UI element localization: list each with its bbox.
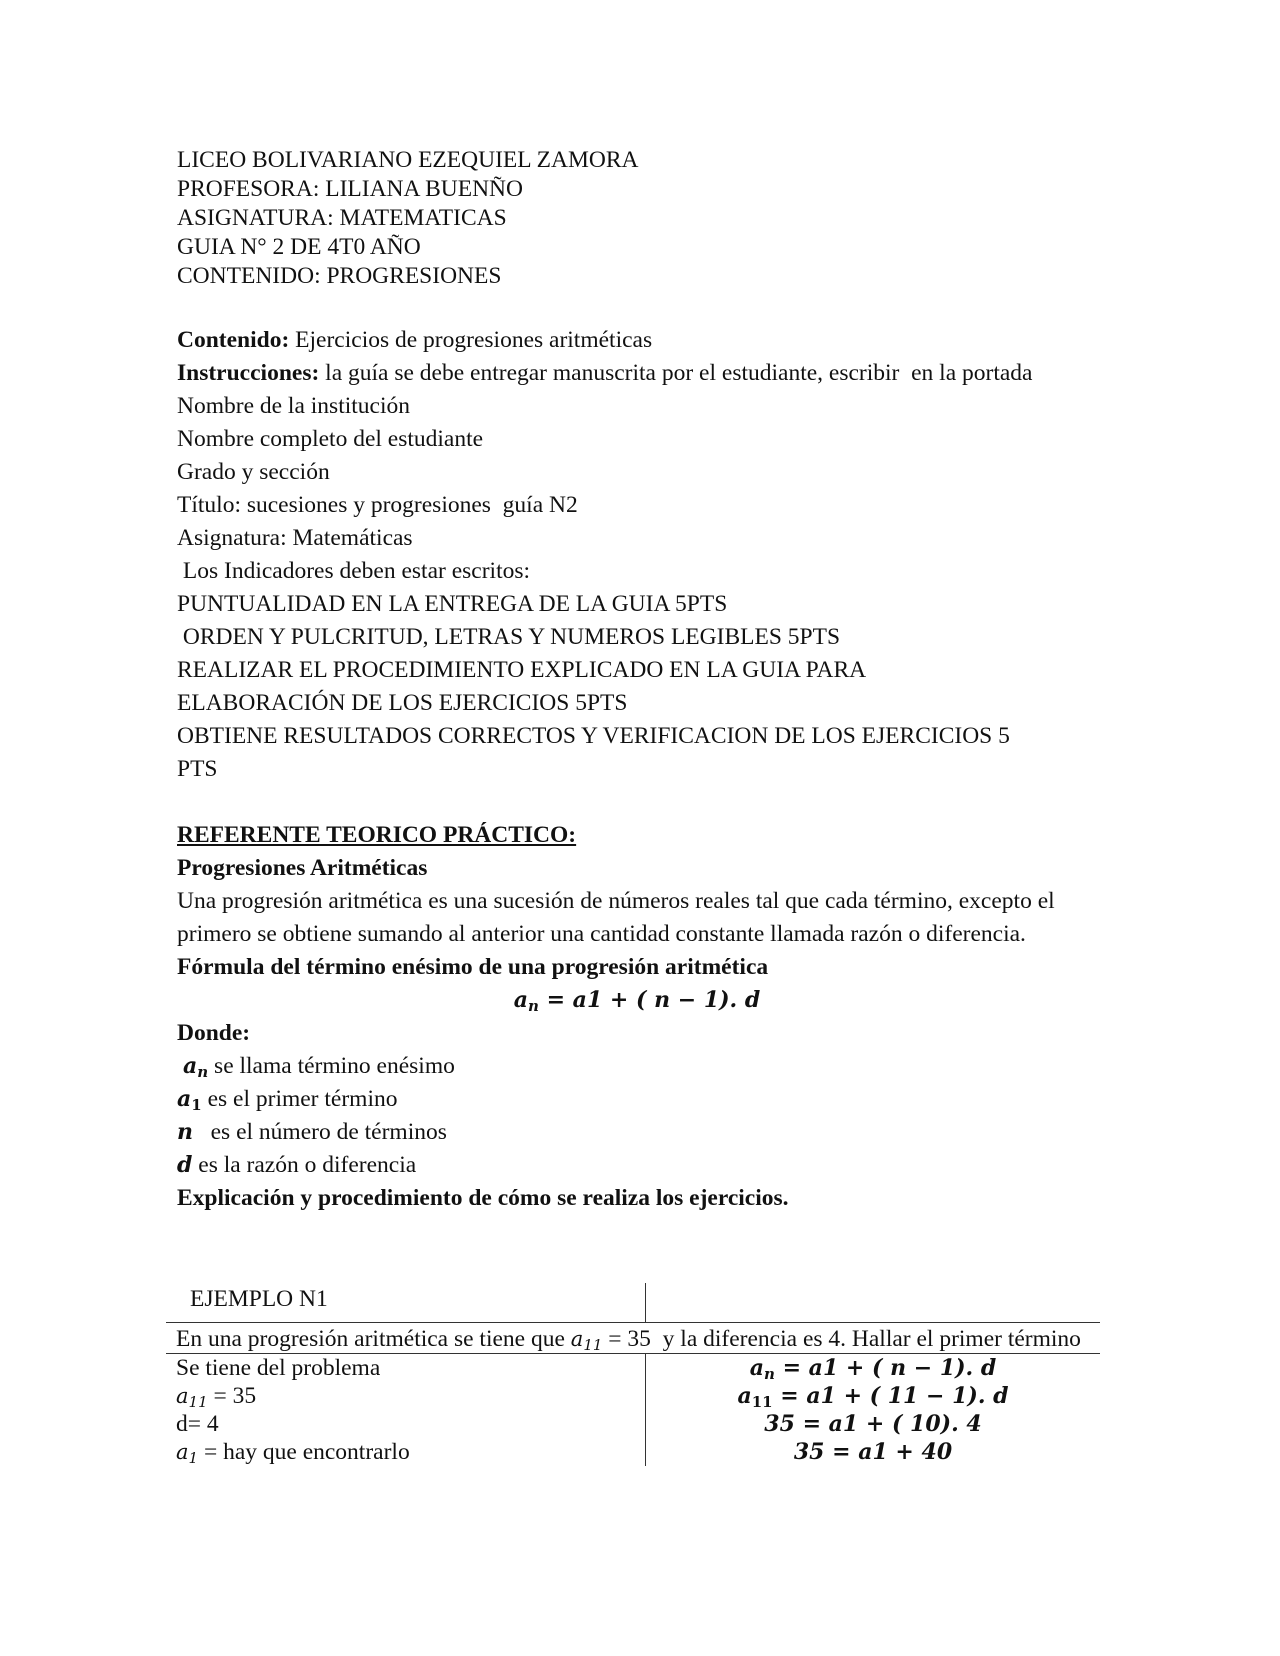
term-an (177, 1050, 1097, 1083)
step-2 (656, 1382, 1090, 1410)
formula-an: $a_n$ (513, 987, 539, 1015)
given-d: d= 4 (176, 1411, 219, 1437)
step-3-text: 35 = a1 + ( 10). 4 (764, 1411, 982, 1437)
symbol-n: n (177, 1119, 193, 1145)
step-3 (656, 1410, 1090, 1438)
subject-name: ASIGNATURA: MATEMATICAS (177, 205, 507, 231)
indicator-item: PTS (177, 756, 218, 782)
instrucciones-text: la guía se debe entregar manuscrita por el estudiante, escribir en la portada (319, 360, 1033, 386)
step-2-a11: $a_{11}$ (737, 1383, 773, 1411)
given-a1-value: = hay que encontrarlo (198, 1439, 410, 1465)
explanation-title: Explicación y procedimiento de cómo se realiza los ejercicios. (177, 1185, 789, 1211)
list-item: Título: sucesiones y progresiones guía N2 (177, 492, 578, 518)
term-an-text: se llama término enésimo (208, 1053, 455, 1079)
formula-title: Fórmula del término enésimo de una progresión aritmética (177, 954, 769, 980)
content-topic: CONTENIDO: PROGRESIONES (177, 263, 502, 289)
indicator-item: PUNTUALIDAD EN LA ENTREGA DE LA GUIA 5PTS (177, 591, 728, 617)
contenido-label: Contenido: (177, 327, 290, 353)
indicator-item: REALIZAR EL PROCEDIMIENTO EXPLICADO EN LA GUIA PARA (177, 657, 867, 683)
school-name: LICEO BOLIVARIANO EZEQUIEL ZAMORA (177, 147, 639, 173)
theory-heading: REFERENTE TEORICO PRÁCTICO: (177, 822, 577, 848)
example-title-empty (646, 1283, 1101, 1323)
step-1-an: $a_n$ (749, 1355, 775, 1383)
term-a1 (177, 1083, 1097, 1116)
symbol-an: $a_n$ (183, 1053, 209, 1081)
symbol-a1: $a_1$ (177, 1086, 202, 1114)
step-4 (656, 1438, 1090, 1466)
term-d-text: es la razón o diferencia (192, 1152, 417, 1178)
step-2-text: = a1 + ( 11 − 1). d (780, 1383, 1009, 1409)
theory-subheading: Progresiones Aritméticas (177, 855, 428, 881)
symbol-d: d (177, 1152, 193, 1178)
given-a11 (176, 1382, 635, 1410)
step-1-text: = a1 + ( n − 1). d (782, 1355, 997, 1381)
instrucciones-line (177, 357, 1097, 390)
definition-paragraph: Una progresión aritmética es una sucesión de números reales tal que cada término, excepto el primero se obtiene sumando al anterior una cantidad constante llamada razón o diferencia. (177, 888, 1055, 947)
example-title: EJEMPLO N1 (166, 1283, 646, 1323)
step-4-text: 35 = a1 + 40 (793, 1439, 953, 1465)
formula-rhs: = a1 + ( n − 1). d (546, 987, 761, 1013)
given-a1-symbol: $a_1$ (176, 1440, 199, 1467)
contenido-line (177, 324, 1097, 357)
list-item: Grado y sección (177, 459, 330, 485)
list-item: Asignatura: Matemáticas (177, 525, 413, 551)
term-n-text: es el número de términos (193, 1119, 447, 1145)
given-a1 (176, 1438, 635, 1466)
teacher-name: PROFESORA: LILIANA BUENÑO (177, 176, 523, 202)
donde-label: Donde: (177, 1020, 251, 1046)
example-statement (166, 1323, 1100, 1354)
term-d (177, 1149, 1097, 1182)
document-body (177, 146, 1097, 1215)
indicator-item: ORDEN Y PULCRITUD, LETRAS Y NUMEROS LEGIBLES 5PTS (177, 624, 841, 650)
contenido-text: Ejercicios de progresiones aritméticas (289, 327, 653, 353)
list-item: Los Indicadores deben estar escritos: (177, 558, 531, 584)
given-title: Se tiene del problema (176, 1355, 381, 1381)
term-a1-text: es el primer término (201, 1086, 398, 1112)
solution-steps (646, 1354, 1101, 1467)
statement-a11: $a_{11}$ (570, 1327, 603, 1354)
header-block (177, 146, 1097, 291)
given-a11-value: = 35 (207, 1383, 257, 1409)
formula (177, 984, 1097, 1017)
given-data (166, 1354, 646, 1467)
instrucciones-label: Instrucciones: (177, 360, 320, 386)
statement-part-a: En una progresión aritmética se tiene que (176, 1326, 571, 1352)
guide-number: GUIA N° 2 DE 4T0 AÑO (177, 234, 421, 260)
term-n (177, 1116, 1097, 1149)
statement-part-b: = 35 y la diferencia es 4. Hallar el primer término (602, 1326, 1081, 1352)
given-a11-symbol: $a_{11}$ (176, 1384, 208, 1411)
example-table (166, 1283, 1100, 1466)
step-1 (656, 1354, 1090, 1382)
indicator-item: ELABORACIÓN DE LOS EJERCICIOS 5PTS (177, 690, 628, 716)
list-item: Nombre de la institución (177, 393, 410, 419)
indicator-item: OBTIENE RESULTADOS CORRECTOS Y VERIFICACION DE LOS EJERCICIOS 5 (177, 723, 1010, 749)
list-item: Nombre completo del estudiante (177, 426, 484, 452)
